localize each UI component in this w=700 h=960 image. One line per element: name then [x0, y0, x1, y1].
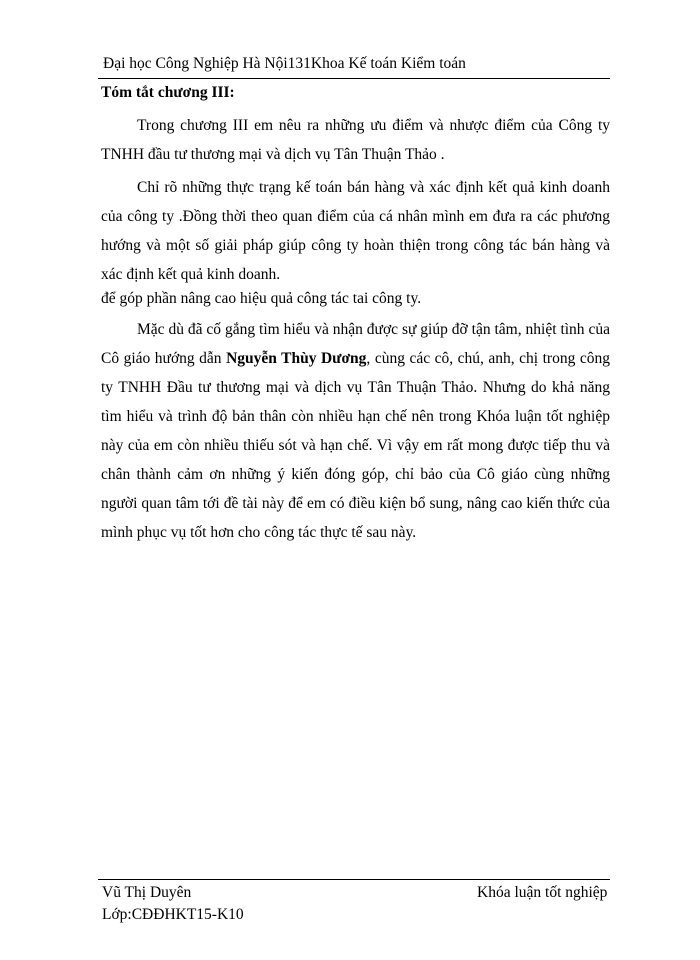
advisor-name: Nguyễn Thùy Dương	[226, 350, 367, 367]
paragraph-summary: Trong chương III em nêu ra những ưu điểm và nhược điểm của Công ty TNHH đầu tư thương mại và dịch vụ Tân Thuận Thảo .	[101, 117, 610, 163]
acknowledgement-text-start: Mặc dù đã cố gắng tìm hiểu và nhận được sự giúp đỡ tận tâm, nhiệt tình của Cô giáo hướng dẫn	[101, 321, 610, 367]
footer-divider	[98, 879, 610, 880]
footer-author: Vũ Thị Duyên	[102, 884, 192, 901]
footer-document-type: Khóa luận tốt nghiệp	[477, 884, 608, 901]
acknowledgement-text-end: , cùng các cô, chú, anh, chị trong công ty TNHH Đầu tư thương mại và dịch vụ Tân Thuận Thảo. Nhưng do khả năng tìm hiểu và trình độ bản thân còn nhiều hạn chế nên trong Khóa luận tốt nghiệp này của em còn nhiều thiếu sót và hạn chế. Vì vậy em rất mong được tiếp thu và chân thành cảm ơn những ý kiến đóng góp, chỉ bảo của Cô giáo cùng những người quan tâm tới đề tài này để em có điều kiện bổ sung, nâng cao kiến thức của mình phục vụ tốt hơn cho công tác thực tế sau này.	[101, 350, 610, 541]
page-header: Đại học Công Nghiệp Hà Nội131Khoa Kế toán Kiểm toán	[103, 55, 466, 72]
paragraph-purpose: để góp phần nâng cao hiệu quả công tác tai công ty.	[101, 290, 422, 307]
header-divider	[98, 78, 610, 79]
footer-class: Lớp:CĐĐHKT15-K10	[102, 906, 244, 923]
section-title: Tóm tắt chương III:	[101, 84, 235, 101]
paragraph-acknowledgement	[101, 315, 610, 547]
document-body	[101, 81, 610, 547]
paragraph-findings: Chỉ rõ những thực trạng kế toán bán hàng và xác định kết quả kinh doanh của công ty .Đồng thời theo quan điểm của cá nhân mình em đưa ra các phương hướng và một số giải pháp giúp công ty hoàn thiện trong công tác bán hàng và xác định kết quả kinh doanh.	[101, 179, 610, 283]
